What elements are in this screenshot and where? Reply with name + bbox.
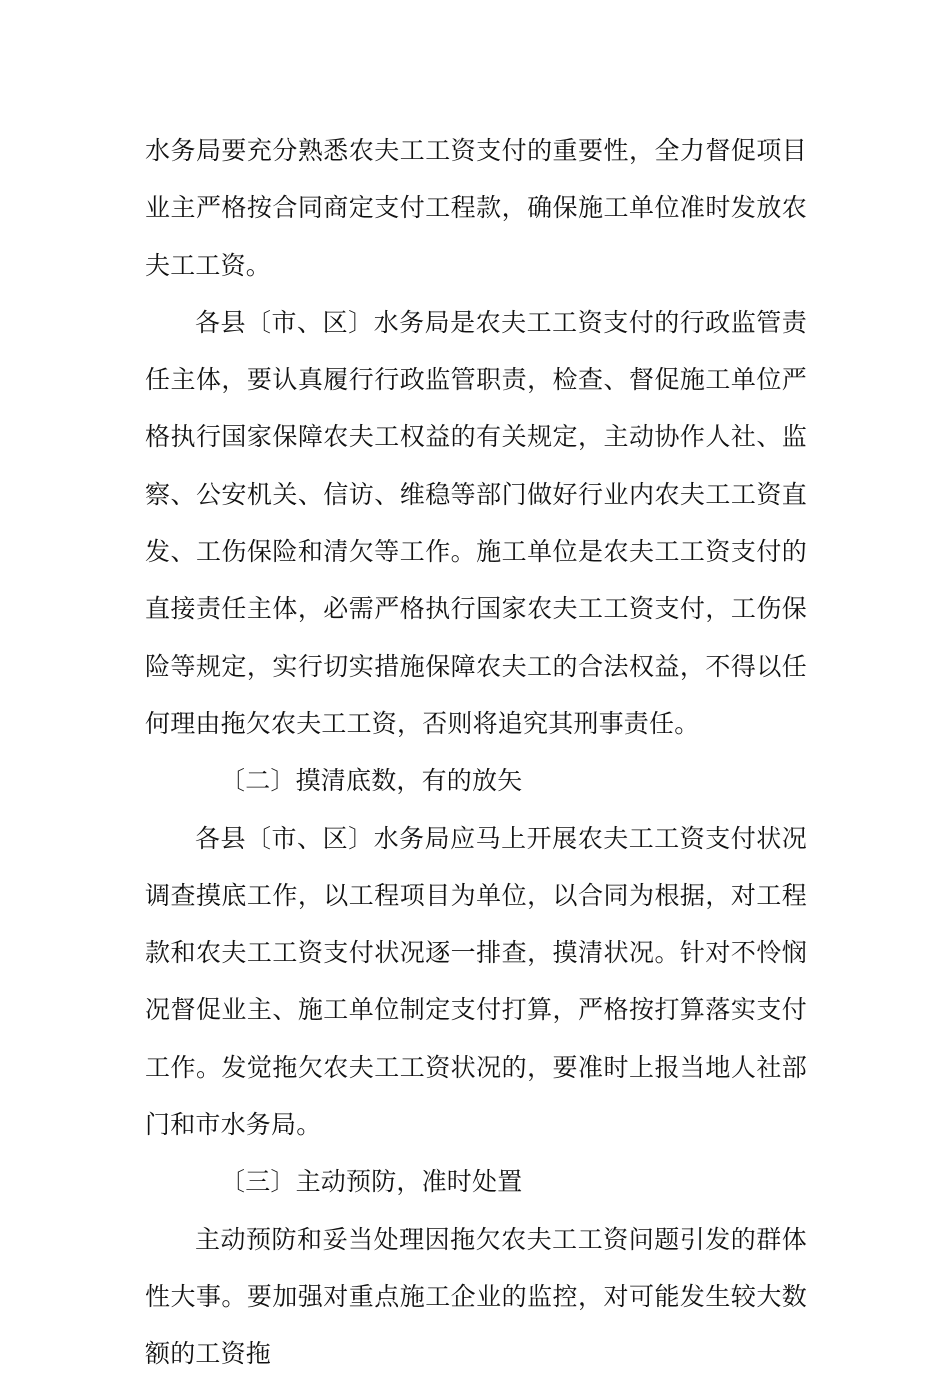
body-paragraph-3: 各县〔市、区〕水务局应马上开展农夫工工资支付状况调查摸底工作，以工程项目为单位，以合同为根据，对工程款和农夫工工资支付状况逐一排查，摸清状况。针对不怜悯况督促业主、施工单位制定支付打算，严格按打算落实支付工作。发觉拖欠农夫工工资状况的，要准时上报当地人社部门和市水务局。: [145, 823, 807, 1140]
document-body: [145, 122, 807, 1383]
body-paragraph-2: 各县〔市、区〕水务局是农夫工工资支付的行政监管责任主体，要认真履行行政监管职责，检查、督促施工单位严格执行国家保障农夫工权益的有关规定，主动协作人社、监察、公安机关、信访、维稳等部门做好行业内农夫工工资直发、工伤保险和清欠等工作。施工单位是农夫工工资支付的直接责任主体，必需严格执行国家农夫工工资支付，工伤保险等规定，实行切实措施保障农夫工的合法权益，不得以任何理由拖欠农夫工工资，否则将追究其刑事责任。: [145, 307, 807, 738]
section-heading-2: 〔二〕摸清底数，有的放矢: [220, 766, 523, 796]
body-paragraph-1: 水务局要充分熟悉农夫工工资支付的重要性，全力督促项目业主严格按合同商定支付工程款，确保施工单位准时发放农夫工工资。: [145, 136, 807, 280]
body-paragraph-4: 主动预防和妥当处理因拖欠农夫工工资问题引发的群体性大事。要加强对重点施工企业的监控，对可能发生较大数额的工资拖: [145, 1224, 807, 1369]
section-heading-3: 〔三〕主动预防，准时处置: [220, 1167, 523, 1197]
